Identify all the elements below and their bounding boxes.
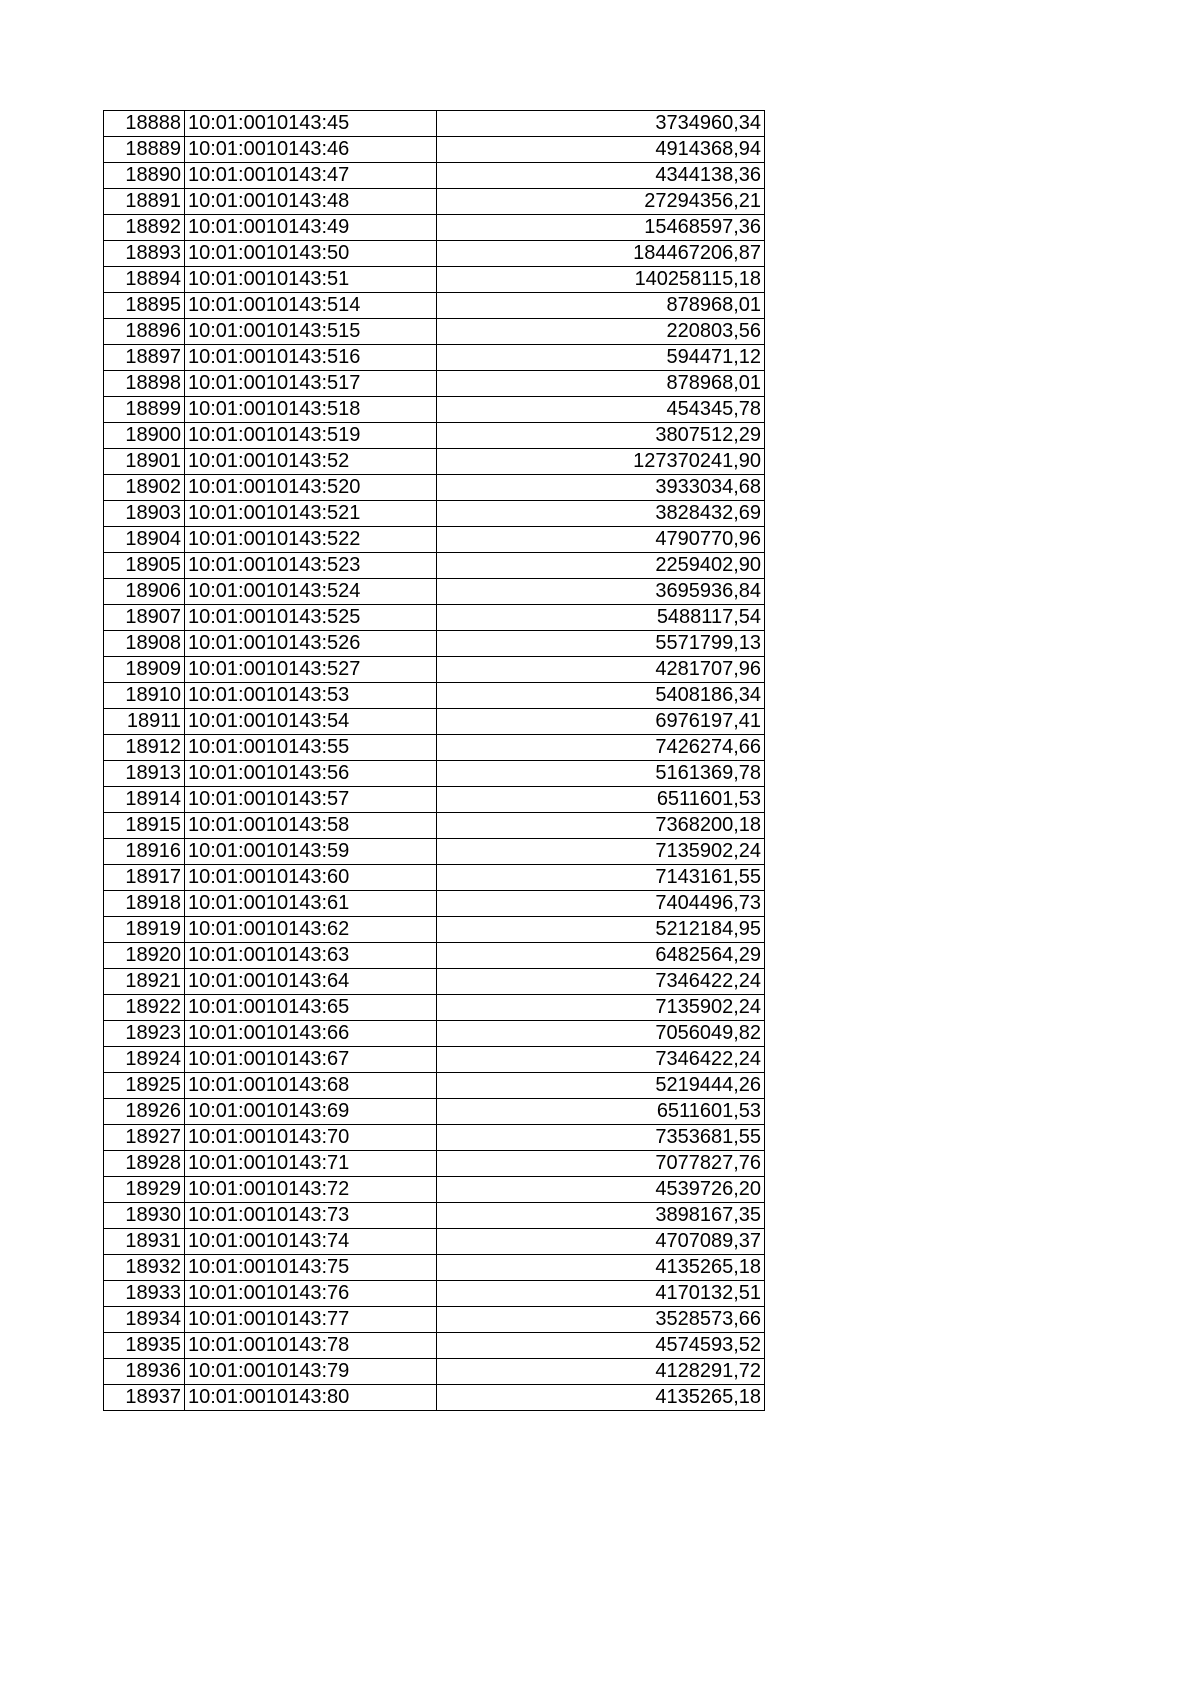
table-row xyxy=(104,683,765,709)
row-number-cell: 18928 xyxy=(104,1151,185,1177)
table-row xyxy=(104,1177,765,1203)
cadastral-code-cell: 10:01:0010143:56 xyxy=(185,761,437,787)
row-number-cell: 18920 xyxy=(104,943,185,969)
cadastral-code-cell: 10:01:0010143:55 xyxy=(185,735,437,761)
row-number-cell: 18895 xyxy=(104,293,185,319)
cadastral-code-cell: 10:01:0010143:68 xyxy=(185,1073,437,1099)
cadastral-code-cell: 10:01:0010143:70 xyxy=(185,1125,437,1151)
row-number-cell: 18925 xyxy=(104,1073,185,1099)
value-cell: 7143161,55 xyxy=(437,865,765,891)
row-number-cell: 18932 xyxy=(104,1255,185,1281)
value-cell: 878968,01 xyxy=(437,293,765,319)
table-row xyxy=(104,137,765,163)
registry-table-body xyxy=(104,111,765,1411)
value-cell: 2259402,90 xyxy=(437,553,765,579)
value-cell: 7135902,24 xyxy=(437,839,765,865)
row-number-cell: 18933 xyxy=(104,1281,185,1307)
table-row xyxy=(104,1073,765,1099)
row-number-cell: 18888 xyxy=(104,111,185,137)
cadastral-code-cell: 10:01:0010143:522 xyxy=(185,527,437,553)
cadastral-code-cell: 10:01:0010143:50 xyxy=(185,241,437,267)
row-number-cell: 18911 xyxy=(104,709,185,735)
value-cell: 5219444,26 xyxy=(437,1073,765,1099)
table-row xyxy=(104,553,765,579)
table-row xyxy=(104,631,765,657)
table-row xyxy=(104,1333,765,1359)
row-number-cell: 18924 xyxy=(104,1047,185,1073)
value-cell: 6482564,29 xyxy=(437,943,765,969)
table-row xyxy=(104,1047,765,1073)
row-number-cell: 18906 xyxy=(104,579,185,605)
registry-table xyxy=(103,110,765,1411)
row-number-cell: 18900 xyxy=(104,423,185,449)
cadastral-code-cell: 10:01:0010143:515 xyxy=(185,319,437,345)
value-cell: 6511601,53 xyxy=(437,1099,765,1125)
value-cell: 5212184,95 xyxy=(437,917,765,943)
table-row xyxy=(104,423,765,449)
cadastral-code-cell: 10:01:0010143:517 xyxy=(185,371,437,397)
value-cell: 3734960,34 xyxy=(437,111,765,137)
value-cell: 594471,12 xyxy=(437,345,765,371)
cadastral-code-cell: 10:01:0010143:78 xyxy=(185,1333,437,1359)
cadastral-code-cell: 10:01:0010143:48 xyxy=(185,189,437,215)
value-cell: 27294356,21 xyxy=(437,189,765,215)
row-number-cell: 18890 xyxy=(104,163,185,189)
table-row xyxy=(104,1203,765,1229)
row-number-cell: 18904 xyxy=(104,527,185,553)
table-row xyxy=(104,787,765,813)
value-cell: 15468597,36 xyxy=(437,215,765,241)
row-number-cell: 18889 xyxy=(104,137,185,163)
table-row xyxy=(104,475,765,501)
row-number-cell: 18909 xyxy=(104,657,185,683)
table-row xyxy=(104,1021,765,1047)
cadastral-code-cell: 10:01:0010143:63 xyxy=(185,943,437,969)
cadastral-code-cell: 10:01:0010143:72 xyxy=(185,1177,437,1203)
table-row xyxy=(104,449,765,475)
value-cell: 4135265,18 xyxy=(437,1255,765,1281)
table-row xyxy=(104,813,765,839)
row-number-cell: 18905 xyxy=(104,553,185,579)
cadastral-code-cell: 10:01:0010143:73 xyxy=(185,1203,437,1229)
row-number-cell: 18903 xyxy=(104,501,185,527)
table-row xyxy=(104,1255,765,1281)
table-row xyxy=(104,293,765,319)
cadastral-code-cell: 10:01:0010143:62 xyxy=(185,917,437,943)
row-number-cell: 18929 xyxy=(104,1177,185,1203)
cadastral-code-cell: 10:01:0010143:67 xyxy=(185,1047,437,1073)
row-number-cell: 18892 xyxy=(104,215,185,241)
cadastral-code-cell: 10:01:0010143:64 xyxy=(185,969,437,995)
row-number-cell: 18936 xyxy=(104,1359,185,1385)
row-number-cell: 18915 xyxy=(104,813,185,839)
table-row xyxy=(104,189,765,215)
row-number-cell: 18917 xyxy=(104,865,185,891)
cadastral-code-cell: 10:01:0010143:52 xyxy=(185,449,437,475)
value-cell: 878968,01 xyxy=(437,371,765,397)
table-row xyxy=(104,969,765,995)
row-number-cell: 18901 xyxy=(104,449,185,475)
table-row xyxy=(104,605,765,631)
table-row xyxy=(104,319,765,345)
value-cell: 7346422,24 xyxy=(437,969,765,995)
cadastral-code-cell: 10:01:0010143:65 xyxy=(185,995,437,1021)
row-number-cell: 18898 xyxy=(104,371,185,397)
table-row xyxy=(104,839,765,865)
table-row xyxy=(104,995,765,1021)
table-row xyxy=(104,579,765,605)
value-cell: 5161369,78 xyxy=(437,761,765,787)
table-row xyxy=(104,267,765,293)
value-cell: 6976197,41 xyxy=(437,709,765,735)
value-cell: 184467206,87 xyxy=(437,241,765,267)
cadastral-code-cell: 10:01:0010143:76 xyxy=(185,1281,437,1307)
row-number-cell: 18913 xyxy=(104,761,185,787)
cadastral-code-cell: 10:01:0010143:524 xyxy=(185,579,437,605)
value-cell: 7056049,82 xyxy=(437,1021,765,1047)
value-cell: 4790770,96 xyxy=(437,527,765,553)
cadastral-code-cell: 10:01:0010143:523 xyxy=(185,553,437,579)
row-number-cell: 18893 xyxy=(104,241,185,267)
value-cell: 3528573,66 xyxy=(437,1307,765,1333)
cadastral-code-cell: 10:01:0010143:49 xyxy=(185,215,437,241)
value-cell: 4128291,72 xyxy=(437,1359,765,1385)
table-row xyxy=(104,1385,765,1411)
table-row xyxy=(104,371,765,397)
cadastral-code-cell: 10:01:0010143:520 xyxy=(185,475,437,501)
row-number-cell: 18923 xyxy=(104,1021,185,1047)
value-cell: 220803,56 xyxy=(437,319,765,345)
cadastral-code-cell: 10:01:0010143:516 xyxy=(185,345,437,371)
table-row xyxy=(104,1307,765,1333)
table-row xyxy=(104,1099,765,1125)
table-row xyxy=(104,1229,765,1255)
cadastral-code-cell: 10:01:0010143:45 xyxy=(185,111,437,137)
table-row xyxy=(104,657,765,683)
cadastral-code-cell: 10:01:0010143:53 xyxy=(185,683,437,709)
value-cell: 4170132,51 xyxy=(437,1281,765,1307)
cadastral-code-cell: 10:01:0010143:47 xyxy=(185,163,437,189)
row-number-cell: 18902 xyxy=(104,475,185,501)
value-cell: 7368200,18 xyxy=(437,813,765,839)
cadastral-code-cell: 10:01:0010143:54 xyxy=(185,709,437,735)
value-cell: 7353681,55 xyxy=(437,1125,765,1151)
table-row xyxy=(104,761,765,787)
value-cell: 5488117,54 xyxy=(437,605,765,631)
cadastral-code-cell: 10:01:0010143:58 xyxy=(185,813,437,839)
row-number-cell: 18912 xyxy=(104,735,185,761)
value-cell: 3898167,35 xyxy=(437,1203,765,1229)
row-number-cell: 18931 xyxy=(104,1229,185,1255)
table-row xyxy=(104,111,765,137)
row-number-cell: 18937 xyxy=(104,1385,185,1411)
value-cell: 127370241,90 xyxy=(437,449,765,475)
value-cell: 4914368,94 xyxy=(437,137,765,163)
table-row xyxy=(104,865,765,891)
row-number-cell: 18935 xyxy=(104,1333,185,1359)
value-cell: 7077827,76 xyxy=(437,1151,765,1177)
value-cell: 3933034,68 xyxy=(437,475,765,501)
cadastral-code-cell: 10:01:0010143:526 xyxy=(185,631,437,657)
table-row xyxy=(104,891,765,917)
row-number-cell: 18921 xyxy=(104,969,185,995)
table-row xyxy=(104,917,765,943)
table-row xyxy=(104,1125,765,1151)
value-cell: 4281707,96 xyxy=(437,657,765,683)
cadastral-code-cell: 10:01:0010143:525 xyxy=(185,605,437,631)
cadastral-code-cell: 10:01:0010143:60 xyxy=(185,865,437,891)
cadastral-code-cell: 10:01:0010143:77 xyxy=(185,1307,437,1333)
row-number-cell: 18919 xyxy=(104,917,185,943)
table-row xyxy=(104,1151,765,1177)
cadastral-code-cell: 10:01:0010143:514 xyxy=(185,293,437,319)
value-cell: 6511601,53 xyxy=(437,787,765,813)
table-row xyxy=(104,735,765,761)
table-row xyxy=(104,163,765,189)
value-cell: 3695936,84 xyxy=(437,579,765,605)
cadastral-code-cell: 10:01:0010143:519 xyxy=(185,423,437,449)
table-row xyxy=(104,943,765,969)
row-number-cell: 18930 xyxy=(104,1203,185,1229)
cadastral-code-cell: 10:01:0010143:527 xyxy=(185,657,437,683)
table-row xyxy=(104,241,765,267)
value-cell: 7426274,66 xyxy=(437,735,765,761)
cadastral-code-cell: 10:01:0010143:59 xyxy=(185,839,437,865)
row-number-cell: 18897 xyxy=(104,345,185,371)
registry-sheet xyxy=(103,110,764,1411)
value-cell: 454345,78 xyxy=(437,397,765,423)
value-cell: 7404496,73 xyxy=(437,891,765,917)
value-cell: 3828432,69 xyxy=(437,501,765,527)
row-number-cell: 18927 xyxy=(104,1125,185,1151)
value-cell: 5408186,34 xyxy=(437,683,765,709)
value-cell: 140258115,18 xyxy=(437,267,765,293)
table-row xyxy=(104,709,765,735)
value-cell: 7135902,24 xyxy=(437,995,765,1021)
value-cell: 4539726,20 xyxy=(437,1177,765,1203)
cadastral-code-cell: 10:01:0010143:69 xyxy=(185,1099,437,1125)
cadastral-code-cell: 10:01:0010143:57 xyxy=(185,787,437,813)
cadastral-code-cell: 10:01:0010143:51 xyxy=(185,267,437,293)
cadastral-code-cell: 10:01:0010143:71 xyxy=(185,1151,437,1177)
row-number-cell: 18894 xyxy=(104,267,185,293)
cadastral-code-cell: 10:01:0010143:61 xyxy=(185,891,437,917)
row-number-cell: 18899 xyxy=(104,397,185,423)
row-number-cell: 18907 xyxy=(104,605,185,631)
row-number-cell: 18896 xyxy=(104,319,185,345)
value-cell: 4135265,18 xyxy=(437,1385,765,1411)
value-cell: 4344138,36 xyxy=(437,163,765,189)
value-cell: 3807512,29 xyxy=(437,423,765,449)
table-row xyxy=(104,215,765,241)
cadastral-code-cell: 10:01:0010143:66 xyxy=(185,1021,437,1047)
row-number-cell: 18914 xyxy=(104,787,185,813)
row-number-cell: 18922 xyxy=(104,995,185,1021)
table-row xyxy=(104,527,765,553)
row-number-cell: 18926 xyxy=(104,1099,185,1125)
cadastral-code-cell: 10:01:0010143:79 xyxy=(185,1359,437,1385)
cadastral-code-cell: 10:01:0010143:75 xyxy=(185,1255,437,1281)
row-number-cell: 18891 xyxy=(104,189,185,215)
value-cell: 4574593,52 xyxy=(437,1333,765,1359)
cadastral-code-cell: 10:01:0010143:46 xyxy=(185,137,437,163)
table-row xyxy=(104,1281,765,1307)
value-cell: 7346422,24 xyxy=(437,1047,765,1073)
value-cell: 5571799,13 xyxy=(437,631,765,657)
row-number-cell: 18916 xyxy=(104,839,185,865)
cadastral-code-cell: 10:01:0010143:518 xyxy=(185,397,437,423)
value-cell: 4707089,37 xyxy=(437,1229,765,1255)
cadastral-code-cell: 10:01:0010143:74 xyxy=(185,1229,437,1255)
table-row xyxy=(104,397,765,423)
cadastral-code-cell: 10:01:0010143:521 xyxy=(185,501,437,527)
cadastral-code-cell: 10:01:0010143:80 xyxy=(185,1385,437,1411)
row-number-cell: 18910 xyxy=(104,683,185,709)
row-number-cell: 18934 xyxy=(104,1307,185,1333)
table-row xyxy=(104,345,765,371)
table-row xyxy=(104,1359,765,1385)
table-row xyxy=(104,501,765,527)
row-number-cell: 18918 xyxy=(104,891,185,917)
row-number-cell: 18908 xyxy=(104,631,185,657)
